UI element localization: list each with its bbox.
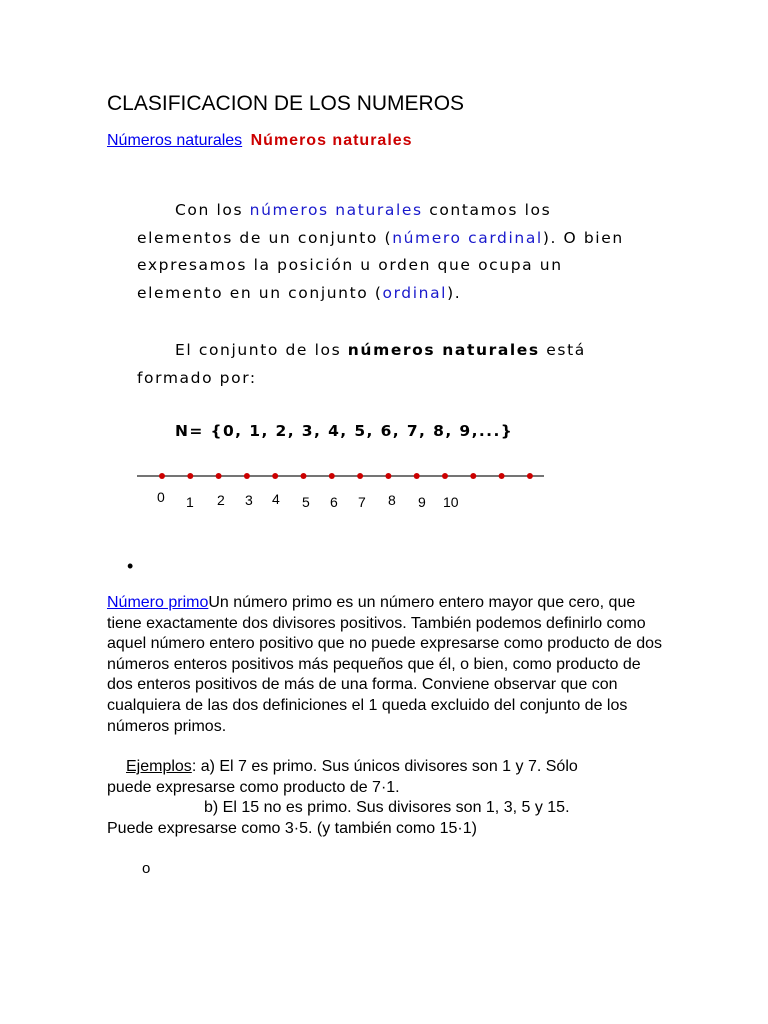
text: ). O bien bbox=[542, 228, 624, 247]
set-paragraph bbox=[137, 337, 586, 392]
number-line-point bbox=[414, 473, 420, 479]
page-title: CLASIFICACION DE LOS NUMEROS bbox=[107, 92, 465, 115]
sub-bullet: o bbox=[142, 860, 151, 877]
bold-term: números naturales bbox=[347, 341, 540, 359]
numeros-naturales-link[interactable]: Números naturales bbox=[107, 132, 243, 149]
number-line-label: 4 bbox=[272, 491, 280, 507]
nav-row bbox=[107, 132, 413, 150]
section-heading: Números naturales bbox=[250, 132, 413, 149]
intro-paragraph bbox=[137, 197, 624, 307]
set-line-2: formado por: bbox=[137, 368, 257, 387]
number-line-label: 9 bbox=[418, 494, 426, 510]
number-line-label: 5 bbox=[302, 494, 310, 510]
example-line-1 bbox=[107, 757, 667, 778]
prime-text: Un número primo es un número entero mayor que cero, que tiene exactamente dos divisores positivos. También podemos definirlo como aquel número entero positivo que no puede expresarse como producto de dos números enteros positivos más pequeños que él, o bien, como producto de dos enteros positivos de más de una forma. Conviene observar que con cualquiera de las dos definiciones el 1 queda excluido del conjunto de los números primos. bbox=[107, 594, 663, 735]
number-line-label: 7 bbox=[358, 494, 366, 510]
example-line-2: puede expresarse como producto de 7·1. bbox=[107, 778, 400, 796]
numero-primo-link[interactable]: Número primo bbox=[107, 594, 209, 611]
number-line-label: 1 bbox=[186, 494, 194, 510]
text: Con los bbox=[175, 201, 250, 219]
term-ordinal: ordinal bbox=[382, 283, 448, 302]
number-line-label: 0 bbox=[157, 489, 165, 505]
number-line-point bbox=[301, 473, 307, 479]
number-line-label: 2 bbox=[217, 492, 225, 508]
number-line-point bbox=[527, 473, 533, 479]
number-line-point bbox=[244, 473, 250, 479]
bullet: • bbox=[127, 556, 134, 576]
intro-line-4 bbox=[137, 280, 624, 308]
intro-line-3: expresamos la posición u orden que ocupa un bbox=[137, 256, 563, 274]
number-line-point bbox=[272, 473, 278, 479]
example-line-3: b) El 15 no es primo. Sus divisores son 1, 3, 5 y 15. bbox=[204, 799, 570, 817]
text: elemento en un conjunto ( bbox=[137, 283, 383, 302]
number-line-label: 3 bbox=[245, 492, 253, 508]
number-line-label: 10 bbox=[443, 494, 459, 510]
number-line-label: 6 bbox=[330, 494, 338, 510]
number-line-point bbox=[357, 473, 363, 479]
text: contamos los bbox=[422, 201, 552, 219]
number-line-point bbox=[216, 473, 222, 479]
intro-line-2 bbox=[137, 225, 624, 253]
number-line-point bbox=[442, 473, 448, 479]
text: elementos de un conjunto ( bbox=[137, 228, 393, 247]
number-line-point bbox=[470, 473, 476, 479]
term-numero-cardinal: número cardinal bbox=[392, 228, 543, 247]
prime-paragraph bbox=[107, 593, 667, 737]
set-line-1 bbox=[137, 337, 586, 365]
number-line-label: 8 bbox=[388, 492, 396, 508]
set-notation: N= {0, 1, 2, 3, 4, 5, 6, 7, 8, 9,...} bbox=[175, 422, 514, 440]
examples-block bbox=[107, 757, 667, 839]
text: : a) El 7 es primo. Sus únicos divisores son 1 y 7. Sólo bbox=[191, 758, 578, 775]
text: El conjunto de los bbox=[175, 341, 348, 359]
number-line-point bbox=[187, 473, 193, 479]
intro-line-1 bbox=[137, 197, 624, 225]
number-line-point bbox=[385, 473, 391, 479]
number-line bbox=[130, 460, 550, 490]
example-line-4: Puede expresarse como 3·5. (y también como 15·1) bbox=[107, 819, 477, 837]
text: ). bbox=[447, 283, 462, 302]
term-numeros-naturales: números naturales bbox=[249, 201, 423, 219]
number-line-point bbox=[329, 473, 335, 479]
text: está bbox=[539, 341, 586, 359]
number-line-point bbox=[159, 473, 165, 479]
number-line-point bbox=[499, 473, 505, 479]
examples-label: Ejemplos bbox=[126, 758, 192, 775]
